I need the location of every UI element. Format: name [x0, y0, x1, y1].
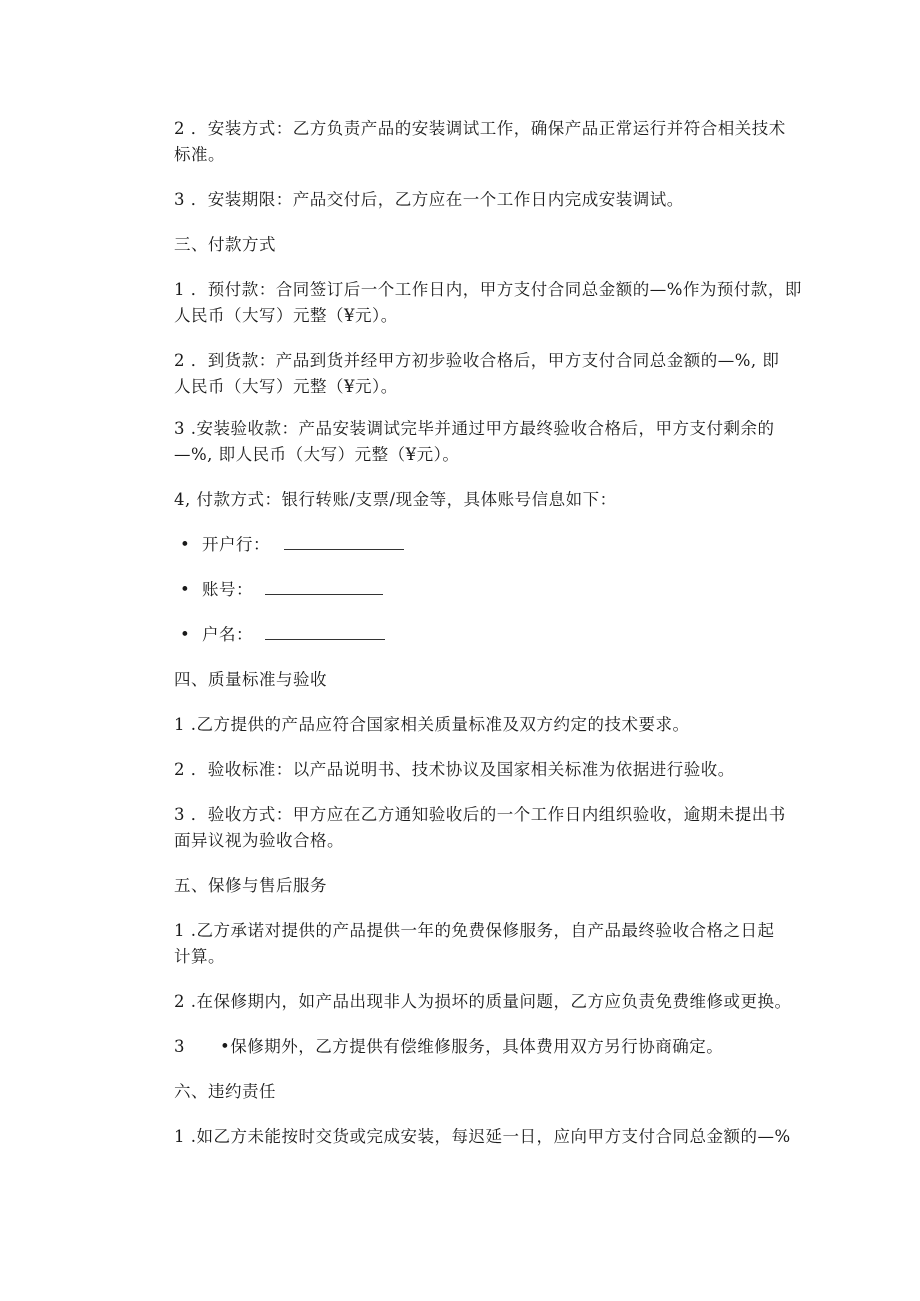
- acceptance-method-line2: 面异议视为验收合格。: [174, 831, 344, 850]
- bank-name-item: [180, 535, 404, 555]
- bullet: •: [180, 535, 191, 554]
- install-method-line1: 2 ．安装方式：乙方负责产品的安装调试工作，确保产品正常运行并符合相关技术: [174, 119, 786, 138]
- account-number-label: 账号：: [202, 580, 253, 599]
- acceptance-standard: 2 ．验收标准：以产品说明书、技术协议及国家相关标准为依据进行验收。: [174, 760, 735, 779]
- bullet: •: [180, 625, 191, 644]
- account-name-item: [180, 625, 385, 645]
- arrival-payment-line2: 人民币（大写）元整（¥元）。: [174, 377, 398, 396]
- section-warranty-heading: 五、保修与售后服务: [174, 876, 327, 895]
- bank-name-label: 开户行：: [202, 535, 270, 554]
- arrival-payment-line1: 2 ．到货款：产品到货并经甲方初步验收合格后，甲方支付合同总金额的—%, 即: [174, 351, 780, 370]
- payment-method: 4, 付款方式：银行转账/支票/现金等，具体账号信息如下：: [174, 490, 617, 509]
- bank-name-blank[interactable]: [284, 535, 404, 550]
- warranty-period-repair: 2 .在保修期内，如产品出现非人为损坏的质量问题，乙方应负责免费维修或更换。: [174, 992, 792, 1011]
- account-number-blank[interactable]: [265, 580, 383, 595]
- post-warranty-number: 3: [174, 1037, 185, 1056]
- section-breach-heading: 六、违约责任: [174, 1082, 276, 1101]
- prepayment-line1: 1 ．预付款：合同签订后一个工作日内，甲方支付合同总金额的—%作为预付款，即: [174, 280, 802, 299]
- warranty-line2: 计算。: [174, 947, 225, 966]
- warranty-line1: 1 .乙方承诺对提供的产品提供一年的免费保修服务，自产品最终验收合格之日起: [174, 921, 775, 940]
- prepayment-line2: 人民币（大写）元整（¥元）。: [174, 306, 398, 325]
- acceptance-method-line1: 3 ．验收方式：甲方应在乙方通知验收后的一个工作日内组织验收，逾期未提出书: [174, 805, 786, 824]
- breach-line1: 1 .如乙方未能按时交货或完成安装，每迟延一日，应向甲方支付合同总金额的—%: [174, 1127, 791, 1146]
- post-warranty-text: •保修期外，乙方提供有偿维修服务，具体费用双方另行协商确定。: [220, 1037, 724, 1056]
- quality-standard: 1 .乙方提供的产品应符合国家相关质量标准及双方约定的技术要求。: [174, 715, 690, 734]
- acceptance-payment-line1: 3 .安装验收款：产品安装调试完毕并通过甲方最终验收合格后，甲方支付剩余的: [174, 419, 775, 438]
- account-name-blank[interactable]: [265, 625, 385, 640]
- account-number-item: [180, 580, 383, 600]
- acceptance-payment-line2: —%, 即人民币（大写）元整（¥元）。: [174, 445, 460, 464]
- section-quality-heading: 四、质量标准与验收: [174, 670, 327, 689]
- section-payment-heading: 三、付款方式: [174, 235, 276, 254]
- install-period: 3 ．安装期限：产品交付后，乙方应在一个工作日内完成安装调试。: [174, 190, 684, 209]
- install-method-line2: 标准。: [174, 145, 225, 164]
- account-name-label: 户名：: [202, 625, 253, 644]
- bullet: •: [180, 580, 191, 599]
